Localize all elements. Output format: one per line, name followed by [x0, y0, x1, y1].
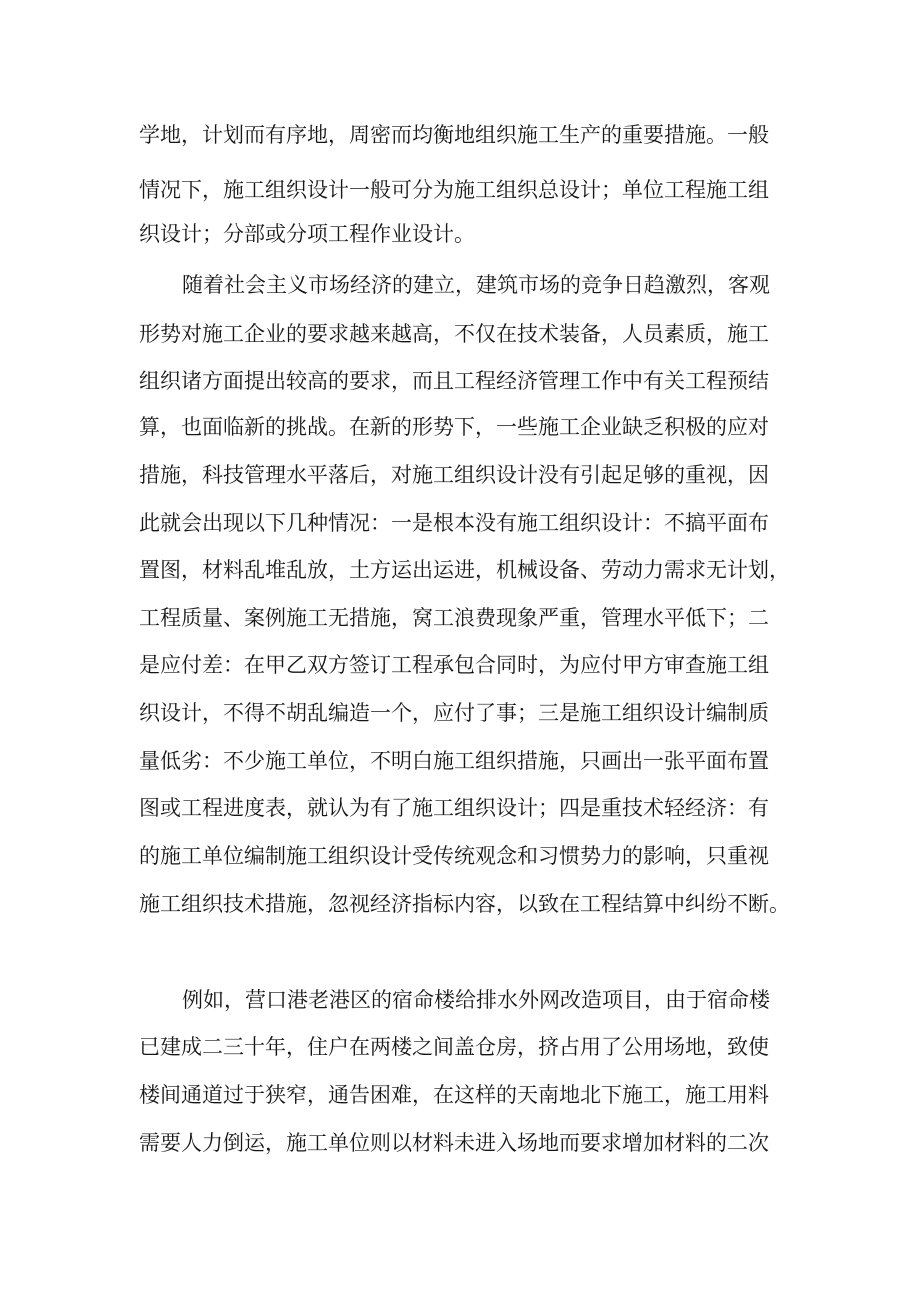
paragraph-2-line-1: 随着社会主义市场经济的建立，建筑市场的竞争日趋激烈，客观 [182, 273, 770, 297]
paragraph-2-line-5: 措施，科技管理水平落后，对施工组织设计没有引起足够的重视，因 [139, 463, 769, 487]
paragraph-1-line-1: 学地，计划而有序地，周密而均衡地组织施工生产的重要措施。一般 [139, 123, 769, 147]
paragraph-2-line-11: 量低劣：不少施工单位，不明白施工组织措施，只画出一张平面布置 [139, 749, 769, 773]
paragraph-2-line-9: 是应付差：在甲乙双方签订工程承包合同时，为应付甲方审查施工组 [139, 653, 769, 677]
paragraph-3-line-4: 需要人力倒运，施工单位则以材料未进入场地而要求增加材料的二次 [139, 1131, 769, 1155]
paragraph-3-line-2: 已建成二三十年，住户在两楼之间盖仓房，挤占用了公用场地，致使 [139, 1035, 769, 1059]
paragraph-2-line-7: 置图，材料乱堆乱放，土方运出运进，机械设备、劳动力需求无计划， [139, 558, 790, 582]
paragraph-1-line-3: 织设计；分部或分项工程作业设计。 [139, 222, 475, 246]
paragraph-2-line-4: 算，也面临新的挑战。在新的形势下，一些施工企业缺乏积极的应对 [139, 415, 769, 439]
paragraph-2-line-2: 形势对施工企业的要求越来越高，不仅在技术装备，人员素质，施工 [139, 322, 769, 346]
paragraph-2-line-3: 组织诸方面提出较高的要求，而且工程经济管理工作中有关工程预结 [139, 369, 769, 393]
paragraph-3-line-3: 楼间通道过于狭窄，通告困难，在这样的天南地北下施工，施工用料 [139, 1083, 769, 1107]
paragraph-3-line-1: 例如，营口港老港区的宿命楼给排水外网改造项目，由于宿命楼 [182, 988, 770, 1012]
paragraph-1-line-2: 情况下，施工组织设计一般可分为施工组织总设计；单位工程施工组 [139, 178, 769, 202]
paragraph-2-line-8: 工程质量、案例施工无措施，窝工浪费现象严重，管理水平低下；二 [139, 606, 769, 630]
paragraph-2-line-6: 此就会出现以下几种情况：一是根本没有施工组织设计：不搞平面布 [139, 511, 769, 535]
paragraph-2-line-14: 施工组织技术措施，忽视经济指标内容，以致在工程结算中纠纷不断。 [139, 892, 790, 916]
paragraph-2-line-13: 的施工单位编制施工组织设计受传统观念和习惯势力的影响，只重视 [139, 844, 769, 868]
paragraph-2-line-10: 织设计，不得不胡乱编造一个，应付了事；三是施工组织设计编制质 [139, 701, 769, 725]
paragraph-2-line-12: 图或工程进度表，就认为有了施工组织设计；四是重技术轻经济：有 [139, 796, 769, 820]
